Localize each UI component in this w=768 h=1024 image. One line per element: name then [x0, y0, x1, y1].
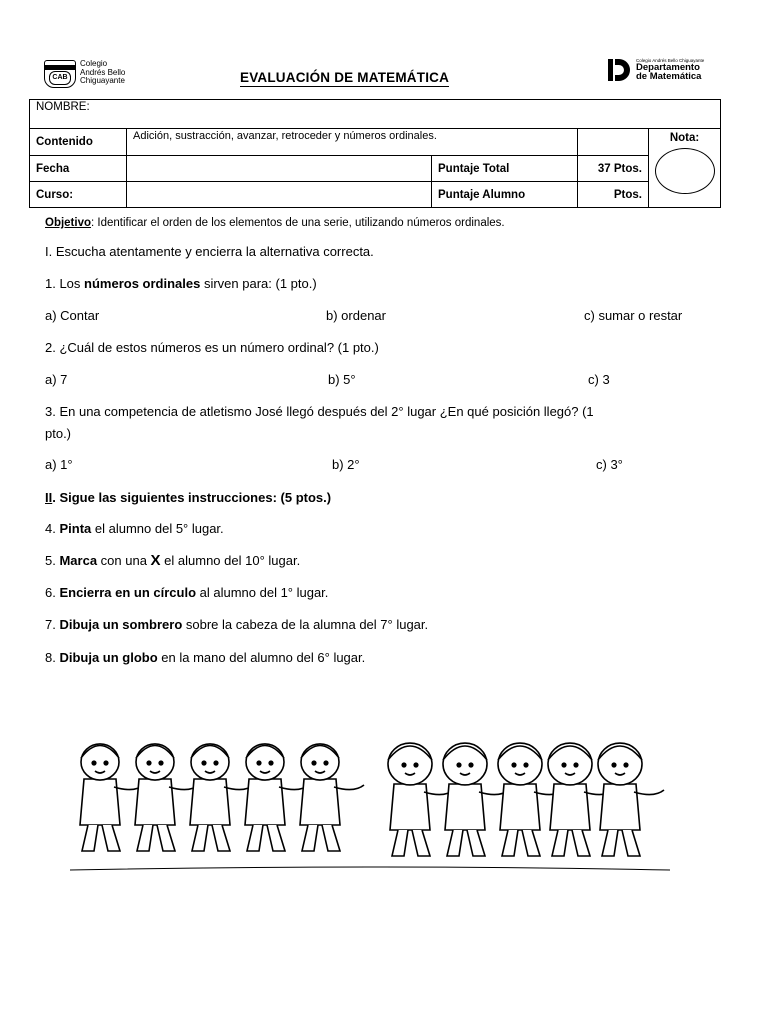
child-figure[interactable]: [135, 744, 199, 851]
department-d-icon: [608, 59, 630, 81]
question-1: 1. Los números ordinales sirven para: (1 pto.): [45, 276, 317, 291]
course-label: Curso:: [30, 182, 127, 208]
date-field[interactable]: [127, 156, 432, 182]
content-value: Adición, sustracción, avanzar, retroceder y números ordinales.: [127, 129, 578, 156]
instruction-8: 8. Dibuja un globo en la mano del alumno del 6° lugar.: [45, 650, 366, 665]
instruction-6: 6. Encierra en un círculo al alumno del 1° lugar.: [45, 585, 329, 600]
name-field[interactable]: NOMBRE:: [30, 100, 721, 129]
course-field[interactable]: [127, 182, 432, 208]
total-score-label: Puntaje Total: [432, 156, 578, 182]
date-label: Fecha: [30, 156, 127, 182]
child-figure[interactable]: [190, 744, 254, 851]
objective: [45, 215, 505, 231]
child-figure[interactable]: [598, 743, 664, 856]
objective-label: Objetivo: [45, 217, 92, 229]
q2-option-c[interactable]: c) 3: [588, 372, 610, 387]
q1-option-a[interactable]: a) Contar: [45, 308, 100, 323]
x-mark-icon: X: [150, 552, 161, 569]
grade-cell: [649, 129, 721, 208]
q3-option-c[interactable]: c) 3°: [596, 457, 623, 472]
section-1-title: I. Escucha atentamente y encierra la alternativa correcta.: [45, 244, 374, 259]
school-logo: [44, 60, 144, 86]
total-score-value: 37 Ptos.: [578, 156, 649, 182]
ground-line: [70, 867, 670, 870]
grade-circle[interactable]: [655, 148, 715, 194]
instruction-4: 4. Pinta el alumno del 5° lugar.: [45, 521, 224, 536]
section-2-title: II. Sigue las siguientes instrucciones: (5 ptos.): [45, 490, 332, 505]
department-logo: Colegio Andrés Bello Chiguayante Departamento de Matemática: [608, 58, 718, 84]
q3-option-b[interactable]: b) 2°: [332, 457, 360, 472]
grade-label: Nota:: [669, 132, 700, 144]
child-figure[interactable]: [245, 744, 309, 851]
school-shield-icon: CAB: [44, 60, 76, 88]
q3-option-a[interactable]: a) 1°: [45, 457, 73, 472]
child-figure[interactable]: [300, 744, 364, 851]
q1-option-b[interactable]: b) ordenar: [326, 308, 386, 323]
children-in-line-illustration[interactable]: [70, 728, 670, 876]
instruction-5: 5. Marca con una X el alumno del 10° lugar.: [45, 552, 301, 569]
student-score-value: Ptos.: [578, 182, 649, 208]
content-label: Contenido: [30, 129, 127, 156]
q2-option-b[interactable]: b) 5°: [328, 372, 356, 387]
page-title: EVALUACIÓN DE MATEMÁTICA: [240, 70, 450, 85]
department-name: Departamento de Matemática: [636, 62, 702, 82]
content-extra-cell: [578, 129, 649, 156]
question-3-line-2: pto.): [45, 426, 72, 441]
objective-text: : Identificar el orden de los elementos de una serie, utilizando números ordinales.: [91, 217, 505, 229]
q2-option-a[interactable]: a) 7: [45, 372, 68, 387]
question-2: 2. ¿Cuál de estos números es un número ordinal? (1 pto.): [45, 340, 379, 355]
question-3-line-1: 3. En una competencia de atletismo José llegó después del 2° lugar ¿En qué posición llegó? (1: [45, 404, 594, 419]
instruction-7: 7. Dibuja un sombrero sobre la cabeza de la alumna del 7° lugar.: [45, 617, 429, 632]
q1-option-c[interactable]: c) sumar o restar: [584, 308, 683, 323]
school-name: Colegio Andrés Bello Chiguayante: [80, 59, 126, 85]
child-figure[interactable]: [80, 744, 144, 851]
student-info-table: [29, 99, 721, 208]
student-score-label: Puntaje Alumno: [432, 182, 578, 208]
